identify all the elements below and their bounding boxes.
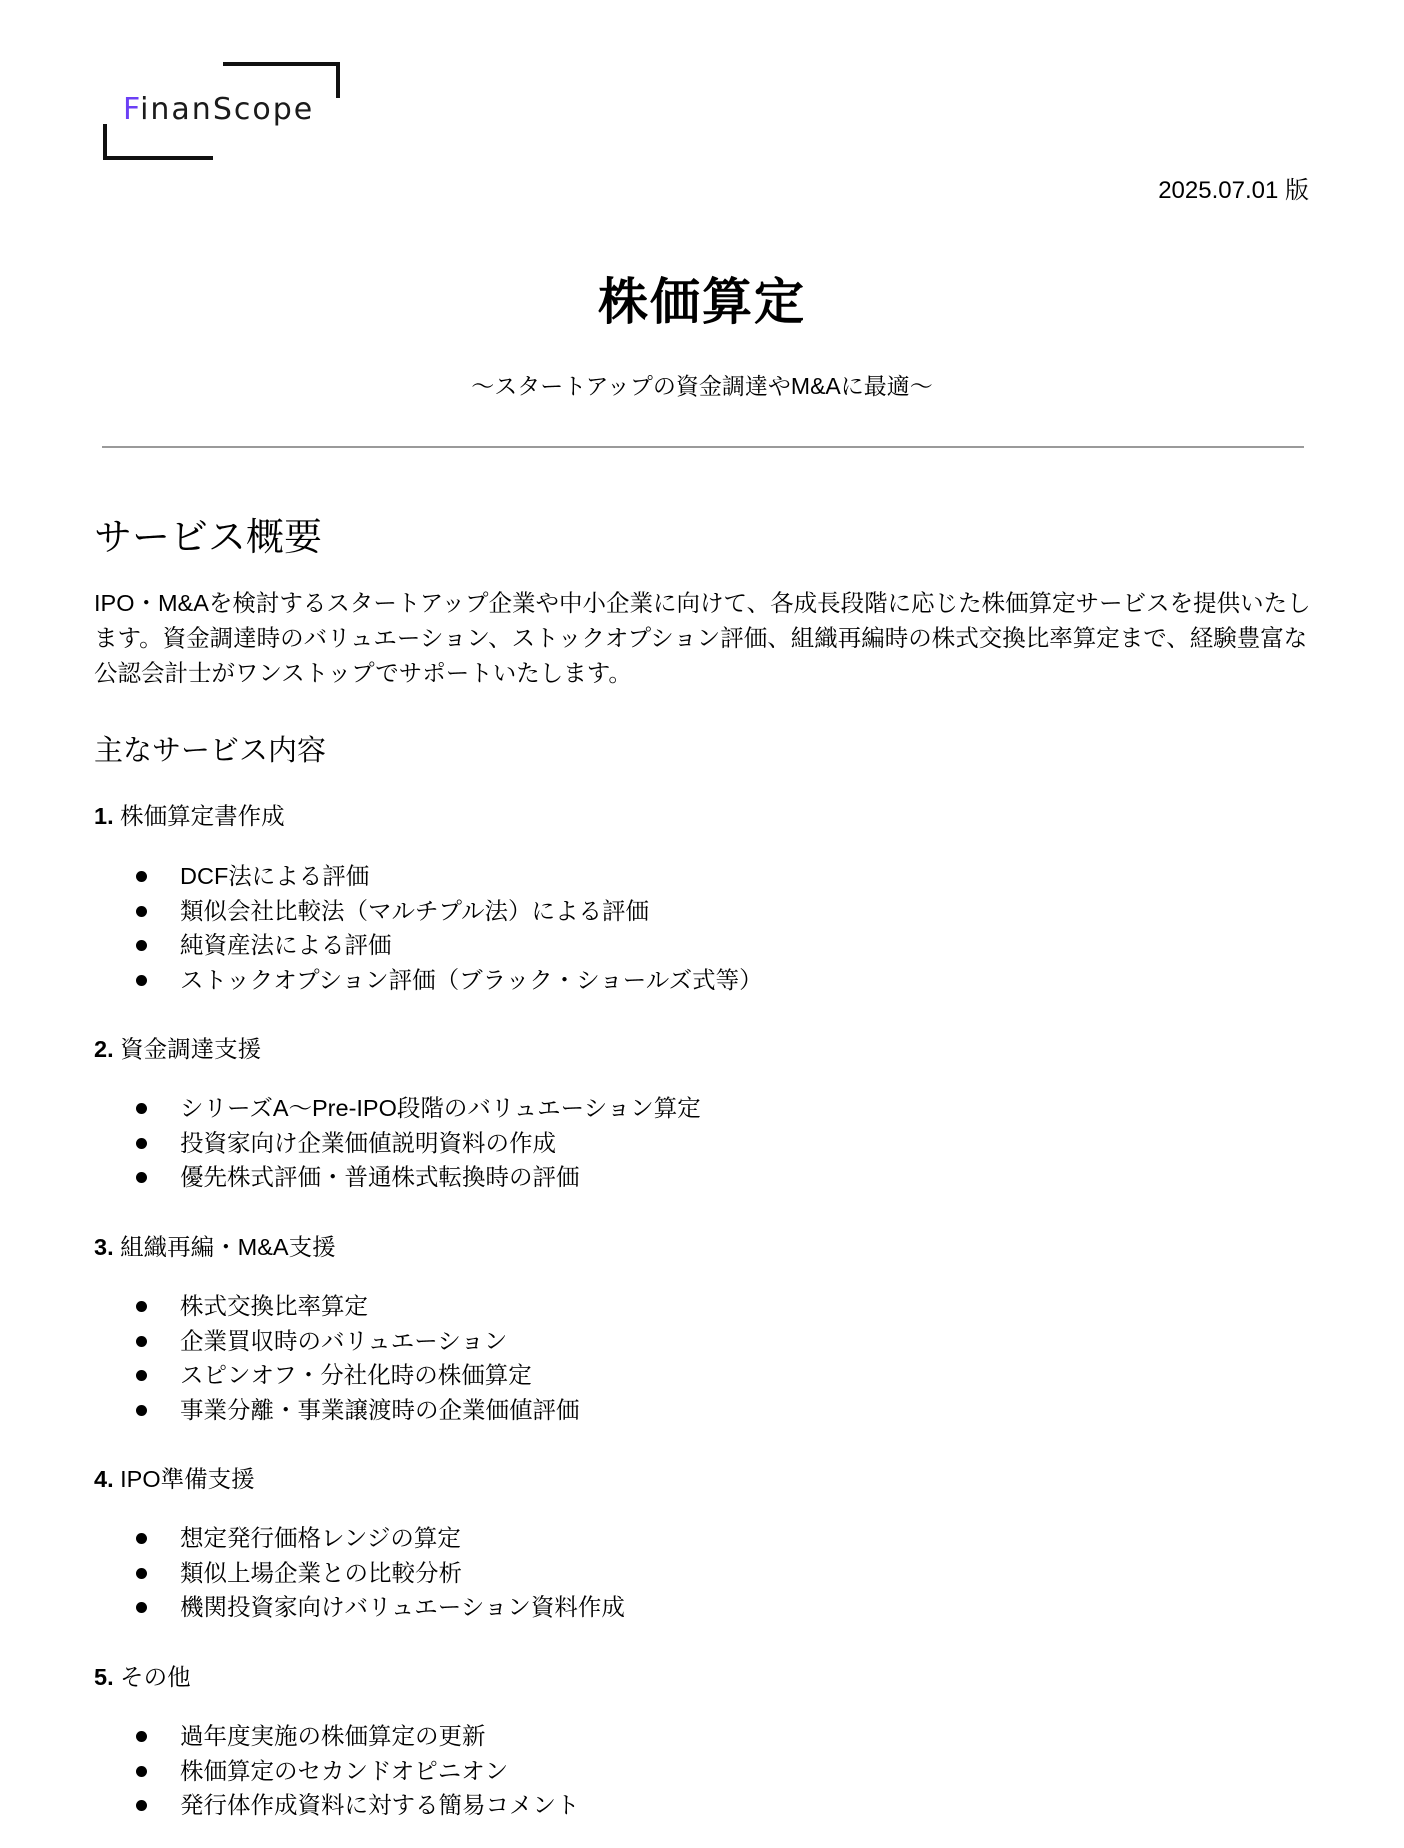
section-title xyxy=(94,797,285,831)
section-number: 2. xyxy=(94,1036,114,1062)
list-item-text: 類似上場企業との比較分析 xyxy=(180,1559,462,1586)
bullet-icon xyxy=(136,1301,147,1312)
section-title-text: 資金調達支援 xyxy=(120,1036,262,1062)
section-list xyxy=(136,1521,625,1625)
section-number: 4. xyxy=(94,1466,114,1492)
section-list xyxy=(136,1719,580,1823)
list-item-text: 株式交換比率算定 xyxy=(180,1293,368,1319)
list-item xyxy=(136,1754,580,1789)
bullet-icon xyxy=(136,975,147,986)
logo-frame-right xyxy=(336,62,340,98)
section-title-text: その他 xyxy=(120,1664,191,1690)
bullet-icon xyxy=(136,1138,147,1149)
bullet-icon xyxy=(136,1370,147,1381)
bullet-icon xyxy=(136,1533,147,1544)
list-item-text: スピンオフ・分社化時の株価算定 xyxy=(180,1362,532,1388)
list-item-text: 発行体作成資料に対する簡易コメント xyxy=(180,1792,580,1818)
list-item xyxy=(136,928,763,963)
section-title-text: 組織再編・M&A支援 xyxy=(120,1234,336,1260)
section-title xyxy=(94,1030,261,1064)
list-item-text: 純資産法による評価 xyxy=(180,932,392,958)
logo-rest: inanScope xyxy=(140,92,315,127)
logo xyxy=(103,62,340,160)
bullet-icon xyxy=(136,1405,147,1416)
list-item xyxy=(136,1126,701,1161)
list-item xyxy=(136,1324,580,1359)
bullet-icon xyxy=(136,940,147,951)
section-title xyxy=(94,1228,336,1262)
list-item-text: 株価算定のセカンドオピニオン xyxy=(180,1757,509,1784)
list-item-text: 過年度実施の株価算定の更新 xyxy=(180,1723,486,1749)
section-title-text: 株価算定書作成 xyxy=(120,803,285,829)
bullet-icon xyxy=(136,1731,147,1742)
list-item-text: 投資家向け企業価値説明資料の作成 xyxy=(180,1129,556,1156)
list-item xyxy=(136,1719,580,1754)
bullet-icon xyxy=(136,1766,147,1777)
logo-frame-left xyxy=(103,124,107,160)
section-number: 3. xyxy=(94,1234,114,1260)
bullet-icon xyxy=(136,1336,147,1347)
bullet-icon xyxy=(136,1103,147,1114)
list-item xyxy=(136,1521,625,1556)
version-date: 2025.07.01 版 xyxy=(1158,177,1309,204)
bullet-icon xyxy=(136,1172,147,1183)
list-item xyxy=(136,859,763,894)
list-item-text: DCF法による評価 xyxy=(180,863,370,889)
list-item-text: 機関投資家向けバリュエーション資料作成 xyxy=(180,1594,625,1620)
list-item-text: シリーズA〜Pre-IPO段階のバリュエーション算定 xyxy=(180,1095,701,1121)
section-number: 1. xyxy=(94,803,114,829)
list-item-text: 企業買収時のバリュエーション xyxy=(180,1327,508,1354)
bullet-icon xyxy=(136,1800,147,1811)
section-title xyxy=(94,1658,191,1692)
list-item xyxy=(136,1788,580,1823)
bullet-icon xyxy=(136,1602,147,1613)
logo-text xyxy=(123,92,314,127)
list-item xyxy=(136,963,763,998)
overview-text: IPO・M&Aを検討するスタートアップ企業や中小企業に向けて、各成長段階に応じた株価算定サービスを提供いたします。資金調達時のバリュエーション、ストックオプション評価、組織再編時の株式交換比率算定まで、経験豊富な公認会計士がワンストップでサポートいたします。 xyxy=(94,590,1311,686)
document-title: 株価算定 xyxy=(598,274,806,330)
section-list xyxy=(136,859,763,997)
list-item xyxy=(136,1358,580,1393)
section-title-text: IPO準備支援 xyxy=(120,1466,255,1492)
bullet-icon xyxy=(136,871,147,882)
logo-frame-top xyxy=(223,62,340,66)
section-number: 5. xyxy=(94,1664,114,1690)
list-item xyxy=(136,1289,580,1324)
logo-frame-bottom xyxy=(103,156,213,160)
list-item xyxy=(136,1160,701,1195)
list-item xyxy=(136,1556,625,1591)
list-item-text: 想定発行価格レンジの算定 xyxy=(180,1525,461,1551)
list-item-text: ストックオプション評価（ブラック・ショールズ式等） xyxy=(180,966,763,993)
bullet-icon xyxy=(136,906,147,917)
list-item-text: 類似会社比較法（マルチプル法）による評価 xyxy=(180,897,650,924)
services-heading: 主なサービス内容 xyxy=(94,735,327,767)
list-item xyxy=(136,894,763,929)
section-title xyxy=(94,1460,255,1494)
section-list xyxy=(136,1289,580,1427)
logo-initial: F xyxy=(123,92,141,127)
section-list xyxy=(136,1091,701,1195)
list-item xyxy=(136,1393,580,1428)
list-item xyxy=(136,1091,701,1126)
list-item xyxy=(136,1590,625,1625)
list-item-text: 優先株式評価・普通株式転換時の評価 xyxy=(180,1164,580,1190)
overview-heading: サービス概要 xyxy=(94,517,323,559)
document-subtitle: 〜スタートアップの資金調達やM&Aに最適〜 xyxy=(471,373,933,399)
divider xyxy=(102,446,1304,448)
bullet-icon xyxy=(136,1568,147,1579)
list-item-text: 事業分離・事業譲渡時の企業価値評価 xyxy=(180,1396,580,1423)
